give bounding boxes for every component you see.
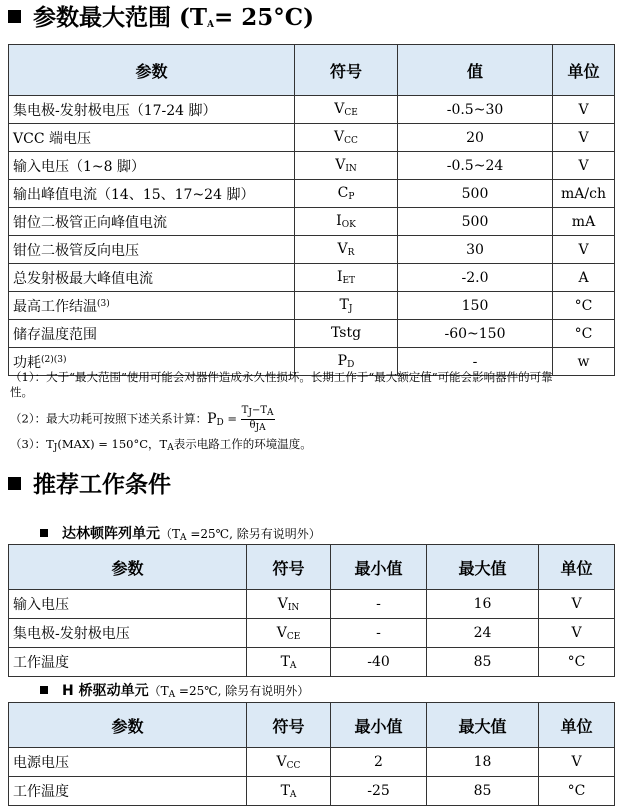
power-formula-fraction [241,405,275,434]
symbol-main: V [337,241,348,257]
cond-sub: A [207,20,214,30]
unit-cell: w [553,348,615,376]
symbol-sub: CE [344,108,358,118]
value-cell: 20 [398,124,553,152]
note-2-prefix: （2）：最大功耗可按照下述关系计算： [10,411,208,426]
header-min: 最小值 [331,545,427,590]
symbol-sub: ET [342,276,356,286]
symbol-cell [247,648,331,677]
symbol-sub: OK [341,220,356,230]
pd-main: P [207,410,217,427]
param-cell [9,264,295,292]
note-2-eq: = [223,411,241,426]
note-2-pd [207,411,224,427]
min-cell: 2 [331,748,427,777]
symbol-main: T [280,653,290,670]
table-row [9,619,615,648]
note-2 [10,405,610,434]
max-ratings-body [9,96,615,376]
table-header-row [9,545,615,590]
min-cell: -40 [331,648,427,677]
param-cell [9,292,295,320]
param-cell: 输入电压 [9,590,247,619]
value-cell: -60~150 [398,320,553,348]
param-cell [9,208,295,236]
hbridge-label: H 桥驱动单元 [62,683,149,699]
param-text: VCC 端电压 [13,130,91,147]
max-cell: 16 [427,590,539,619]
symbol-sub: CC [344,136,358,146]
value-cell: - [398,348,553,376]
header-min: 最小值 [331,703,427,748]
header-max: 最大值 [427,703,539,748]
table-row [9,748,615,777]
header-symbol: 符号 [295,45,398,96]
symbol-main: V [334,129,345,145]
bullet-square-icon [8,477,21,490]
table-row [9,236,615,264]
header-unit: 单位 [553,45,615,96]
param-text: 储存温度范围 [13,326,97,343]
symbol-cell [295,124,398,152]
param-text: 功耗 [13,354,41,371]
symbol-sub: IN [345,164,357,174]
cond-prefix: （T [160,527,181,541]
cond-suffix: = 25°C) [214,4,314,31]
symbol-sub: D [347,360,355,370]
header-symbol: 符号 [247,545,331,590]
symbol-sub: A [289,660,297,671]
header-value: 值 [398,45,553,96]
table-header-row [9,703,615,748]
unit-cell: °C [539,648,615,677]
max-ratings-table [8,44,615,376]
symbol-cell [295,96,398,124]
symbol-sub: J [348,304,353,314]
den-sub: JA [255,423,266,433]
fraction-denominator [241,420,275,434]
unit-cell: V [553,96,615,124]
symbol-cell [247,748,331,777]
symbol-main: V [276,624,287,641]
value-cell: -0.5~24 [398,152,553,180]
symbol-cell [295,180,398,208]
notes-block [10,370,610,456]
darlington-table [8,544,615,677]
max-cell: 18 [427,748,539,777]
darlington-condition [160,527,321,541]
symbol-cell [295,152,398,180]
section-title-max-ratings [8,6,314,30]
cond-prefix: （T [148,684,169,698]
pd-sub: D [216,417,224,428]
unit-cell: V [539,619,615,648]
symbol-main: P [337,353,348,369]
symbol-cell [247,777,331,806]
hbridge-table [8,702,615,806]
symbol-main: V [277,595,288,612]
symbol-main: V [276,753,287,770]
unit-cell: °C [553,292,615,320]
num-t: T [241,405,249,416]
param-text: 集电极-发射极电压（17-24 脚） [13,102,217,119]
symbol-cell [295,320,398,348]
header-max: 最大值 [427,545,539,590]
fraction-numerator [241,405,275,420]
symbol-cell [247,619,331,648]
section-title-recommended [8,474,171,497]
symbol-sub: IN [287,602,300,613]
symbol-main: V [334,101,345,117]
section-title-condition [179,4,314,31]
symbol-sub: A [289,789,297,800]
symbol-cell [295,236,398,264]
note-3-mid: (MAX) = 150°C，T [57,437,168,451]
header-unit: 单位 [539,545,615,590]
table-row [9,777,615,806]
param-text: 最高工作结温 [13,298,97,315]
num-mid: −T [251,405,268,416]
hbridge-body [9,748,615,806]
unit-cell: V [553,124,615,152]
symbol-main: I [336,269,343,285]
param-cell [9,124,295,152]
note-3 [10,437,610,456]
bullet-small-square-icon [40,686,48,694]
cond-suffix: =25℃, 除另有说明外） [175,684,310,698]
value-cell: -0.5~30 [398,96,553,124]
unit-cell: A [553,264,615,292]
note-3-prefix: （3）：T [10,437,54,451]
symbol-main: Tstg [330,325,362,341]
cond-sub: A [168,690,176,700]
header-param: 参数 [9,703,247,748]
num-sub-a: A [267,408,274,418]
table-row [9,264,615,292]
symbol-sub: R [347,248,355,258]
param-text: 钳位二极管正向峰值电流 [13,214,167,231]
note-1-line1: （1）：大于“最大范围”使用可能会对器件造成永久性损坏。长期工作于“最大额定值”可能会影响器件的可靠 [10,370,553,384]
note-1 [10,370,610,400]
unit-cell: °C [553,320,615,348]
param-cell: 电源电压 [9,748,247,777]
unit-cell: mA/ch [553,180,615,208]
table-row [9,96,615,124]
symbol-sub: CE [286,631,301,642]
min-cell: - [331,590,427,619]
param-cell: 工作温度 [9,648,247,677]
bullet-square-icon [8,10,21,23]
param-note-ref: (2)(3) [41,354,67,365]
cond-suffix: =25℃, 除另有说明外） [186,527,321,541]
symbol-cell [295,208,398,236]
table-header-row [9,45,615,96]
unit-cell: °C [539,777,615,806]
unit-cell: V [539,748,615,777]
min-cell: -25 [331,777,427,806]
param-text: 输入电压（1~8 脚） [13,158,145,175]
param-cell [9,320,295,348]
hbridge-subtitle [40,680,309,700]
bullet-small-square-icon [40,529,48,537]
table-row [9,590,615,619]
max-cell: 85 [427,777,539,806]
symbol-cell [295,264,398,292]
value-cell: 500 [398,208,553,236]
darlington-body [9,590,615,677]
header-symbol: 符号 [247,703,331,748]
symbol-cell [295,292,398,320]
value-cell: 150 [398,292,553,320]
unit-cell: V [539,590,615,619]
param-text: 总发射极最大峰值电流 [13,270,153,287]
value-cell: -2.0 [398,264,553,292]
param-cell: 工作温度 [9,777,247,806]
symbol-main: C [337,185,349,201]
unit-cell: V [553,236,615,264]
param-cell [9,236,295,264]
max-cell: 85 [427,648,539,677]
header-unit: 单位 [539,703,615,748]
table-row [9,124,615,152]
symbol-main: T [280,782,290,799]
num-sub-j: J [248,408,252,418]
min-cell: - [331,619,427,648]
table-row [9,648,615,677]
param-note-ref: (3) [97,298,110,309]
note-3-sub: J [53,443,58,453]
symbol-main: I [336,213,342,229]
table-row [9,180,615,208]
symbol-sub: P [348,192,355,202]
param-cell: 集电极-发射极电压 [9,619,247,648]
section-title-text: 推荐工作条件 [33,472,171,498]
table-row [9,208,615,236]
note-1-line2: 性。 [10,385,33,399]
param-cell [9,96,295,124]
note-3-sub2: A [167,443,174,453]
header-param: 参数 [9,545,247,590]
param-text: 输出峰值电流（14、15、17~24 脚） [13,186,255,203]
param-cell [9,152,295,180]
cond-prefix: (T [179,4,208,31]
cond-sub: A [180,533,187,543]
darlington-label: 达林顿阵列单元 [62,526,160,542]
value-cell: 30 [398,236,553,264]
table-row [9,152,615,180]
param-cell [9,180,295,208]
darlington-subtitle [40,523,321,543]
header-param: 参数 [9,45,295,96]
symbol-sub: CC [286,760,301,771]
section-title-text: 参数最大范围 [33,5,171,31]
max-cell: 24 [427,619,539,648]
symbol-cell [247,590,331,619]
symbol-main: T [339,297,349,313]
den-theta: θ [249,420,256,431]
table-row [9,292,615,320]
value-cell: 500 [398,180,553,208]
param-text: 钳位二极管反向电压 [13,242,139,259]
table-row [9,320,615,348]
note-3-suffix: 表示电路工作的环境温度。 [173,437,312,451]
symbol-main: V [335,157,346,173]
unit-cell: V [553,152,615,180]
hbridge-condition [149,684,310,698]
unit-cell: mA [553,208,615,236]
